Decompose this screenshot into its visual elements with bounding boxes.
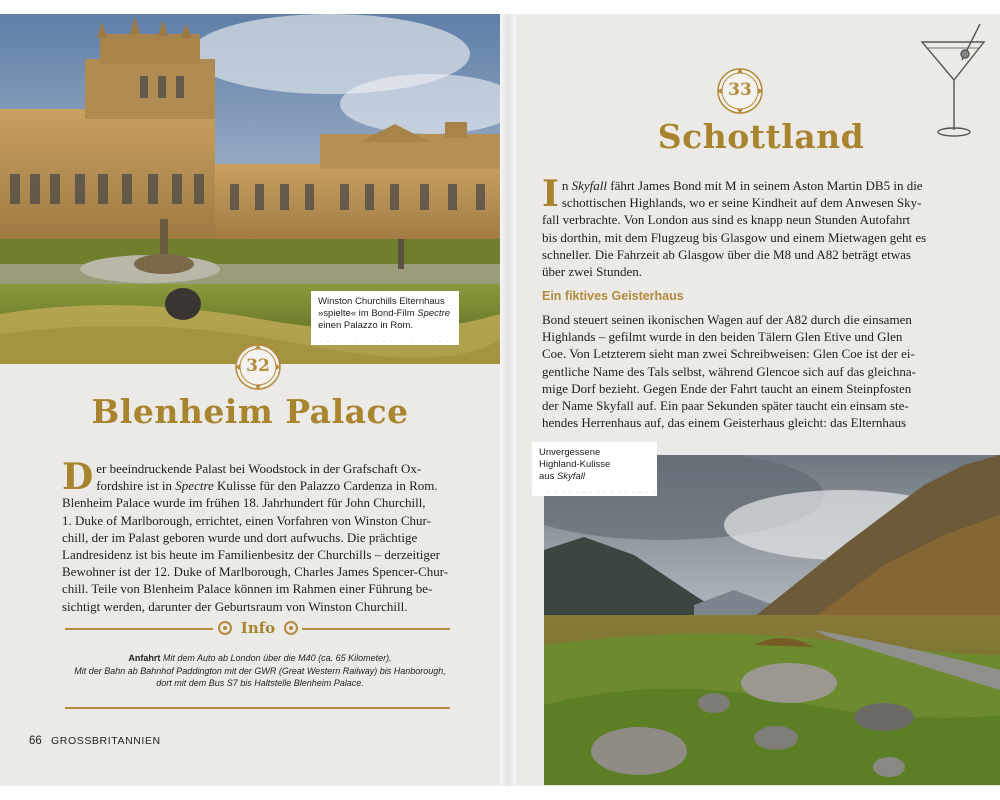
body-line: der Name Skyfall auf. Ein paar Sekunden später taucht ein einsam ste- bbox=[542, 398, 909, 414]
page-footer bbox=[29, 735, 161, 747]
caption-line bbox=[539, 471, 650, 483]
caption-line: Highland-Kulisse bbox=[539, 459, 611, 470]
caption-line bbox=[318, 308, 452, 320]
body-line: Bewohner ist der 12. Duke of Marlborough, Charles James Spencer-Chur- bbox=[62, 564, 449, 580]
info-anfahrt-text bbox=[40, 652, 480, 690]
info-line: Mit dem Auto ab London über die M40 (ca. 65 Kilometer). bbox=[160, 653, 392, 663]
body-line: chill, der im Palast geboren wurde und dort aufwuchs. Die prächtige bbox=[62, 529, 418, 545]
caption-text: aus bbox=[539, 471, 557, 482]
info-heading: Info bbox=[240, 619, 276, 637]
info-line: dort mit dem Bus S7 bis Haltstelle Blenheim Palace. bbox=[156, 678, 364, 688]
body-line: hendes Herrenhaus auf, das einem Geisterhaus gleicht: das Elternhaus bbox=[542, 415, 907, 431]
blenheim-photo-caption bbox=[311, 291, 459, 341]
section-subheading: Ein fiktives Geisterhaus bbox=[542, 289, 684, 303]
info-divider-bottom bbox=[65, 707, 450, 709]
body-line: Highlands – gefilmt wurde in den beiden Tälern Glen Etive und Glen bbox=[542, 329, 903, 345]
body-line: schneller. Die Fahrzeit ab Glasgow über die M8 und A82 beträgt etwas bbox=[542, 246, 911, 262]
blenheim-title: Blenheim Palace bbox=[91, 392, 409, 431]
page-number: 66 bbox=[29, 735, 42, 747]
body-line: schottischen Highlands, wo er seine Kindheit auf dem Anwesen Sky- bbox=[561, 195, 922, 211]
body-line: Blenheim Palace wurde im frühen 18. Jahrhundert für John Churchill, bbox=[62, 495, 426, 511]
body-line: mige Dorf bezieht. Gegen Ende der Fahrt taucht an einem Steinpfosten bbox=[542, 380, 912, 396]
schottland-title: Schottland bbox=[657, 117, 865, 156]
geisterhaus-body bbox=[542, 311, 972, 431]
body-line: chill. Teile von Blenheim Palace können im Rahmen einer Führung be- bbox=[62, 581, 433, 597]
martini-glass-icon bbox=[918, 22, 988, 142]
caption-line: einen Palazzo in Rom. bbox=[318, 320, 414, 331]
info-ornament-icon bbox=[218, 621, 232, 635]
body-line: bis dorthin, mit dem Flugzeug bis Glasgow und einem Mietwagen geht es bbox=[542, 229, 927, 245]
highlands-photo-caption bbox=[532, 442, 657, 492]
blenheim-body bbox=[62, 456, 454, 615]
highlands-photo bbox=[544, 455, 1000, 785]
caption-film-title: Spectre bbox=[417, 308, 451, 319]
body-line: Landresidenz ist bis heute im Familienbesitz der Churchills – derzeitiger bbox=[62, 547, 440, 563]
body-line: er beeindruckende Palast bei Woodstock in der Grafschaft Ox- bbox=[96, 461, 422, 476]
left-page bbox=[0, 14, 500, 786]
body-film-title: Spectre bbox=[175, 478, 214, 494]
body-line: sichtigt werden, darunter der Geburtsraum von Winston Churchill. bbox=[62, 598, 408, 614]
info-divider-left bbox=[65, 628, 213, 630]
number-badge-33 bbox=[717, 68, 763, 114]
anfahrt-label: Anfahrt bbox=[128, 653, 161, 663]
book-gutter bbox=[500, 14, 516, 786]
schottland-intro bbox=[542, 173, 972, 280]
body-line: Kulisse für den Palazzo Cardenza in Rom. bbox=[213, 478, 438, 494]
body-line: fordshire ist in bbox=[96, 478, 176, 494]
dropcap: D bbox=[62, 456, 94, 498]
body-line: Coe. Von Letzterem sieht man zwei Schreibweisen: Glen Coe ist der ei- bbox=[542, 346, 915, 362]
caption-film-title: Skyfall bbox=[556, 471, 585, 482]
info-ornament-icon bbox=[284, 621, 298, 635]
body-film-title: Skyfall bbox=[571, 178, 607, 193]
body-line: fall verbrachte. Von London aus sind es knapp neun Stunden Autofahrt bbox=[542, 212, 911, 228]
badge-number: 33 bbox=[728, 80, 752, 100]
badge-number: 32 bbox=[246, 356, 270, 376]
body-line: über zwei Stunden. bbox=[542, 264, 643, 280]
section-name: GROSSBRITANNIEN bbox=[51, 735, 161, 747]
info-divider-right bbox=[302, 628, 450, 630]
dropcap: I bbox=[542, 173, 559, 215]
body-line: 1. Duke of Marlborough, errichtet, einen Vorfahren von Winston Chur- bbox=[62, 512, 431, 528]
right-page bbox=[516, 14, 1000, 786]
caption-line: Winston Churchills Elternhaus bbox=[318, 296, 445, 307]
body-line: n bbox=[561, 178, 572, 193]
body-line: Bond steuert seinen ikonischen Wagen auf der A82 durch die einsamen bbox=[542, 312, 912, 327]
caption-text: »spielte« im Bond-Film bbox=[318, 308, 418, 319]
info-line: Mit der Bahn ab Bahnhof Paddington mit der GWR (Great Western Railway) bis Hanborough, bbox=[74, 665, 446, 676]
body-line: gentliche Name des Tals selbst, während Glencoe sich auf das gleichna- bbox=[542, 363, 916, 379]
number-badge-32 bbox=[235, 344, 281, 390]
caption-line: Unvergessene bbox=[539, 447, 601, 458]
body-line: fährt James Bond mit M in seinem Aston Martin DB5 in die bbox=[606, 178, 923, 193]
